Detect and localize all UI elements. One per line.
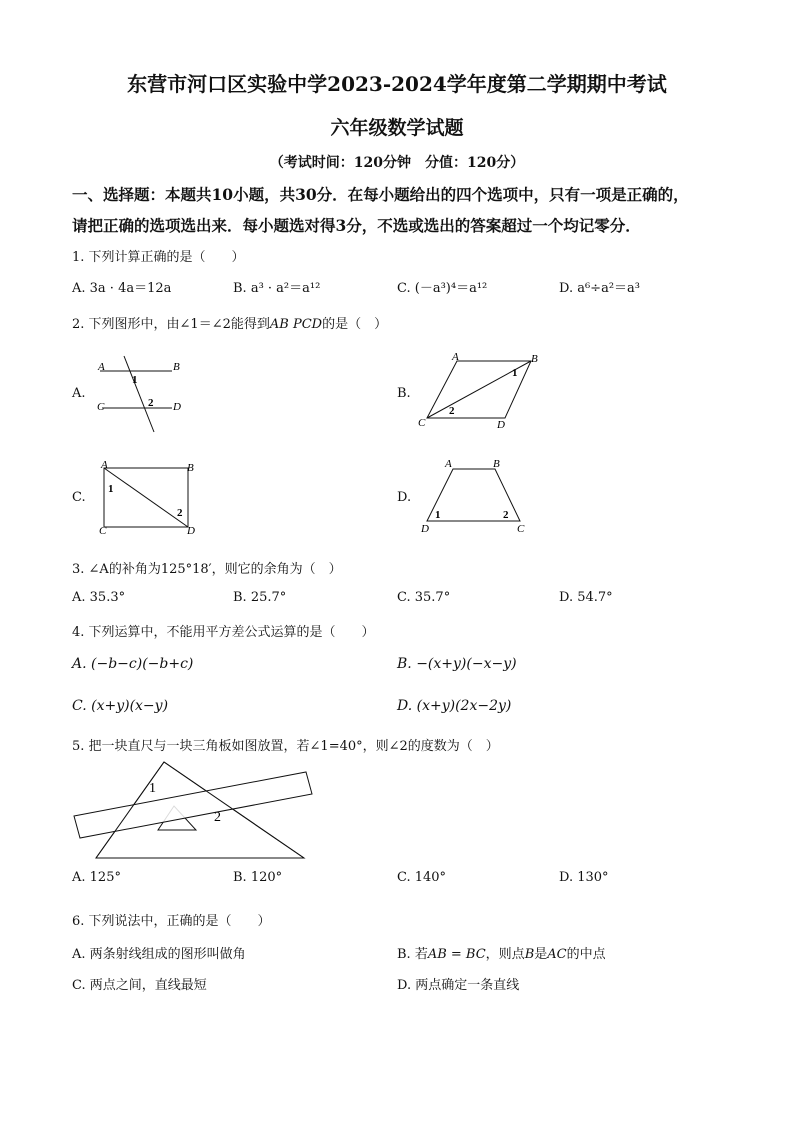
svg-text:B: B xyxy=(531,353,538,365)
svg-text:1: 1 xyxy=(108,483,114,495)
q6-option-d: D. 两点确定一条直线 xyxy=(397,978,520,993)
svg-text:C: C xyxy=(418,417,426,429)
q5-option-d: D. 130° xyxy=(559,870,609,885)
q5-figure-ruler-triangle xyxy=(70,758,340,863)
q4-option-a: A. (−b−c)(−b+c) xyxy=(72,656,194,672)
svg-text:2: 2 xyxy=(449,405,455,417)
q6-option-a: A. 两条射线组成的图形叫做角 xyxy=(72,947,246,962)
q3-option-b: B. 25.7° xyxy=(233,590,287,605)
q3-option-d: D. 54.7° xyxy=(559,590,613,605)
svg-text:C: C xyxy=(99,525,107,537)
exam-title: 东营市河口区实验中学2023-2024学年度第二学期期中考试 xyxy=(127,72,667,96)
q3-option-a: A. 35.3° xyxy=(72,590,126,605)
question-2-stem: 2. 下列图形中，由∠1＝∠2能得到AB PCD的是（ ） xyxy=(72,317,388,332)
q6-option-b: B. 若AB = BC，则点B是AC的中点 xyxy=(397,947,606,962)
q4-option-b: B. −(x+y)(−x−y) xyxy=(397,656,517,672)
q5-option-a: A. 125° xyxy=(72,870,121,885)
q5-option-b: B. 120° xyxy=(233,870,283,885)
question-5-stem: 5. 把一块直尺与一块三角板如图放置，若∠1=40°，则∠2的度数为（ ） xyxy=(72,739,499,754)
svg-text:B: B xyxy=(493,458,500,470)
q4-option-c: C. (x+y)(x−y) xyxy=(72,698,169,714)
q2-figure-c xyxy=(94,458,209,538)
svg-text:D: D xyxy=(173,401,181,413)
svg-text:1: 1 xyxy=(132,374,138,386)
svg-text:A: A xyxy=(101,459,108,471)
svg-text:B: B xyxy=(173,361,180,373)
svg-text:1: 1 xyxy=(435,509,441,521)
question-6-stem: 6. 下列说法中，正确的是（ ） xyxy=(72,914,271,929)
question-1-stem: 1. 下列计算正确的是（ ） xyxy=(72,250,245,265)
q2-figure-d xyxy=(415,455,535,537)
svg-text:C: C xyxy=(517,523,525,535)
q2-option-d: D. xyxy=(397,490,412,505)
svg-text:A: A xyxy=(445,458,452,470)
svg-text:D: D xyxy=(421,523,429,535)
svg-text:2: 2 xyxy=(177,507,183,519)
q2-figure-b xyxy=(415,350,545,435)
svg-text:D: D xyxy=(497,419,505,431)
q1-option-d: D. a⁶÷a²＝a³ xyxy=(559,281,641,296)
q3-option-c: C. 35.7° xyxy=(397,590,451,605)
q2-option-c: C. xyxy=(72,490,86,505)
svg-text:1: 1 xyxy=(512,367,518,379)
q4-option-d: D. (x+y)(2x−2y) xyxy=(397,698,512,714)
svg-text:A: A xyxy=(98,361,105,373)
q2-figure-a xyxy=(92,350,202,435)
q2-option-a: A. xyxy=(72,386,86,401)
section-instructions-line2: 请把正确的选项选出来．每小题选对得3分，不选或选出的答案超过一个均记零分． xyxy=(72,216,641,235)
svg-text:D: D xyxy=(187,525,195,537)
svg-text:A: A xyxy=(452,351,459,363)
exam-subtitle: 六年级数学试题 xyxy=(330,117,464,139)
q2-option-b: B. xyxy=(397,386,411,401)
svg-text:2: 2 xyxy=(148,397,154,409)
question-3-stem: 3. ∠A的补角为125°18′，则它的余角为（ ） xyxy=(72,562,342,577)
svg-text:1: 1 xyxy=(149,781,156,796)
q6-option-c: C. 两点之间，直线最短 xyxy=(72,978,207,993)
q1-option-a: A. 3a · 4a＝12a xyxy=(72,281,172,296)
svg-text:2: 2 xyxy=(214,810,221,825)
exam-info: （考试时间：120分钟 分值：120分） xyxy=(269,155,525,171)
question-4-stem: 4. 下列运算中，不能用平方差公式运算的是（ ） xyxy=(72,625,375,640)
svg-text:2: 2 xyxy=(503,509,509,521)
svg-text:B: B xyxy=(187,462,194,474)
q5-option-c: C. 140° xyxy=(397,870,447,885)
svg-text:C: C xyxy=(97,401,105,413)
section-instructions-line1: 一、选择题：本题共10小题，共30分．在每小题给出的四个选项中，只有一项是正确的， xyxy=(72,185,689,204)
q1-option-b: B. a³ · a²＝a¹² xyxy=(233,281,321,296)
q1-option-c: C. (－a³)⁴＝a¹² xyxy=(397,281,488,296)
